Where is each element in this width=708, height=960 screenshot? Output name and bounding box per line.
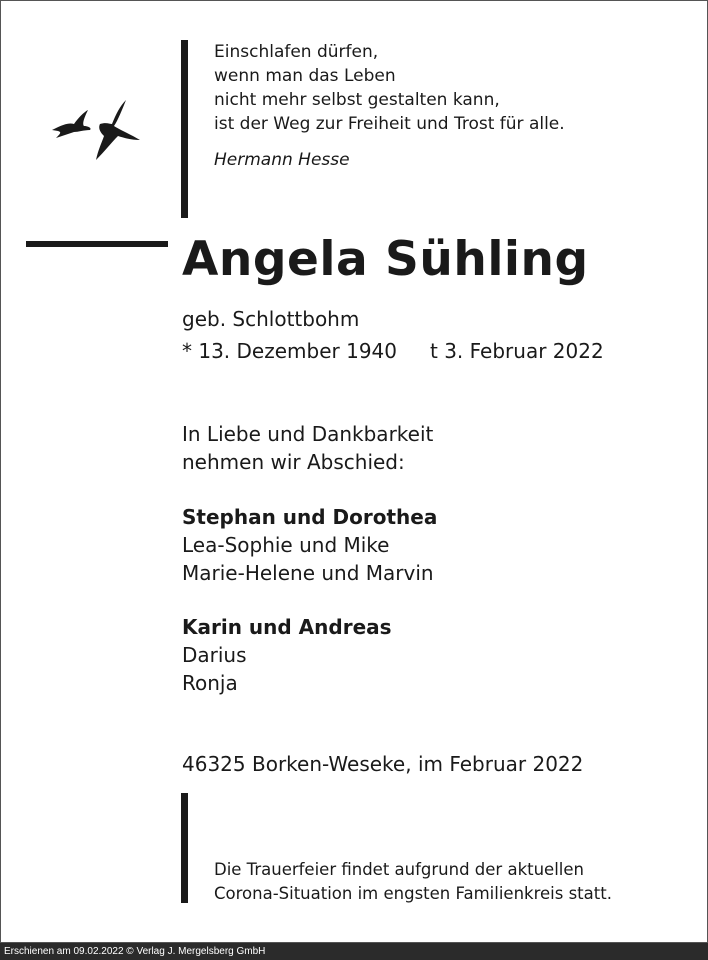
quote-line: Einschlafen dürfen, xyxy=(214,42,379,62)
swallows-icon xyxy=(48,96,144,166)
quote-bar xyxy=(181,40,188,218)
family-member: Lea-Sophie und Mike xyxy=(182,533,390,557)
quote-block xyxy=(214,40,565,172)
maiden-name: geb. Schlottbohm xyxy=(182,307,360,331)
family-head: Karin und Andreas xyxy=(182,615,392,639)
farewell-line: In Liebe und Dankbarkeit xyxy=(182,422,434,446)
quote-author: Hermann Hesse xyxy=(214,150,350,170)
farewell-line: nehmen wir Abschied: xyxy=(182,450,405,474)
notice-bar xyxy=(181,793,188,903)
quote-line: ist der Weg zur Freiheit und Trost für alle. xyxy=(214,114,565,134)
death-date: t 3. Februar 2022 xyxy=(430,339,604,363)
publication-text: Erschienen am 09.02.2022 © Verlag J. Mergelsberg GmbH xyxy=(4,946,266,957)
deceased-name: Angela Sühling xyxy=(182,232,589,287)
quote-line: nicht mehr selbst gestalten kann, xyxy=(214,90,500,110)
notice-line: Corona-Situation im engsten Familienkreis statt. xyxy=(214,884,612,903)
family-member: Marie-Helene und Marvin xyxy=(182,561,434,585)
family-head: Stephan und Dorothea xyxy=(182,505,438,529)
quote-line: wenn man das Leben xyxy=(214,66,396,86)
family-member: Darius xyxy=(182,643,247,667)
publication-strip xyxy=(0,943,708,960)
funeral-notice xyxy=(214,858,612,906)
name-bar xyxy=(26,241,168,247)
birth-date: * 13. Dezember 1940 xyxy=(182,339,397,363)
place-date: 46325 Borken-Weseke, im Februar 2022 xyxy=(182,752,584,776)
notice-line: Die Trauerfeier findet aufgrund der aktuellen xyxy=(214,860,584,879)
family-member: Ronja xyxy=(182,671,238,695)
